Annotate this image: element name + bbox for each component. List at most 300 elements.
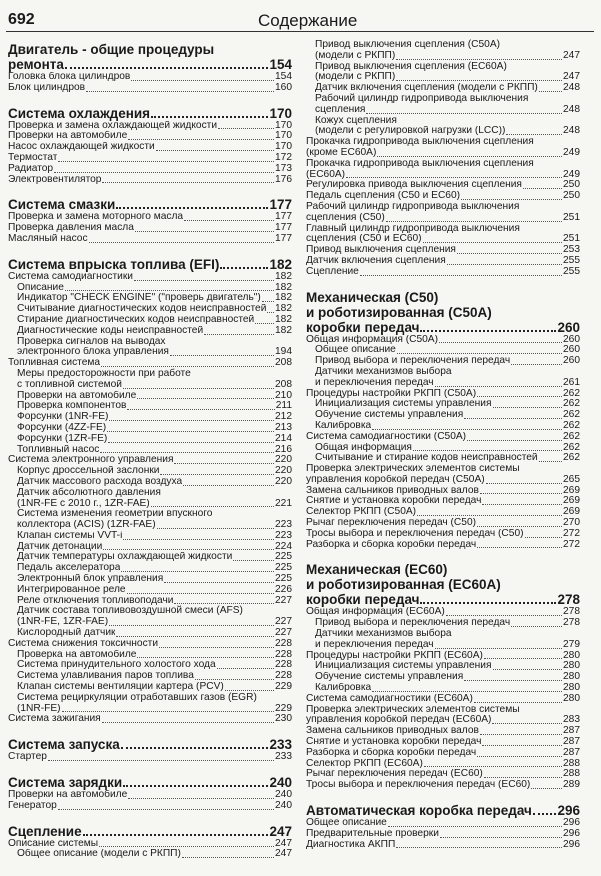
toc-page-number: 247 bbox=[269, 823, 292, 839]
toc-entry bbox=[8, 839, 292, 850]
toc-page-number: 182 bbox=[275, 282, 292, 293]
dot-leader bbox=[233, 560, 274, 561]
toc-page-number: 278 bbox=[557, 592, 580, 608]
dot-leader bbox=[457, 253, 562, 254]
dot-leader bbox=[121, 571, 274, 572]
toc-section-heading bbox=[306, 320, 580, 335]
toc-page-number: 255 bbox=[563, 255, 580, 266]
dot-leader bbox=[511, 364, 562, 365]
dot-leader bbox=[474, 702, 562, 703]
toc-entry bbox=[306, 769, 580, 780]
dot-leader bbox=[511, 626, 562, 627]
toc-entry-line: Датчики механизмов выбора bbox=[315, 628, 452, 640]
toc-page-number: 182 bbox=[275, 314, 292, 325]
toc-entry-line: Система изменения геометрии впускного bbox=[17, 508, 213, 520]
toc-entry-title: Считывание и стирание кодов неисправностей bbox=[315, 453, 538, 464]
toc-page-number: 296 bbox=[563, 839, 580, 850]
toc-page-number: 270 bbox=[563, 518, 580, 529]
toc-entry bbox=[8, 153, 292, 164]
dot-leader bbox=[386, 221, 562, 222]
toc-page-number: 230 bbox=[275, 714, 292, 725]
toc-entry-title: Регулировка привода выключения сцепления bbox=[306, 180, 522, 191]
toc-entry bbox=[8, 671, 292, 682]
toc-page-number: 260 bbox=[557, 319, 580, 335]
toc-entry bbox=[8, 660, 292, 671]
toc-entry-title: (кроме EC60A) bbox=[306, 147, 377, 158]
toc-entry bbox=[306, 443, 580, 454]
toc-page-number: 223 bbox=[275, 520, 292, 531]
toc-entry-line: Кожух сцепления bbox=[315, 114, 397, 126]
toc-page-number: 213 bbox=[275, 422, 292, 433]
toc-entry bbox=[8, 445, 292, 456]
toc-entry-title: Двигатель - общие процедуры bbox=[8, 42, 215, 57]
dot-leader bbox=[486, 483, 562, 484]
toc-entry-title: Интегрированное реле bbox=[17, 584, 126, 595]
toc-entry-title: Общая информация (EC60A) bbox=[306, 607, 445, 618]
toc-page-number: 280 bbox=[563, 683, 580, 694]
toc-entry-title: Инициализация системы управления bbox=[315, 399, 492, 410]
toc-entry bbox=[8, 552, 292, 563]
toc-entry-title: Проверки на автомобиле bbox=[8, 790, 128, 801]
toc-entry bbox=[306, 170, 580, 181]
toc-page-number: 182 bbox=[275, 304, 292, 315]
dot-leader bbox=[377, 156, 562, 157]
toc-entry-title: Описание bbox=[17, 282, 64, 293]
toc-entry-title: Селектор РКПП (EC60A) bbox=[306, 758, 423, 769]
toc-entry-title: Система улавливания паров топлива bbox=[17, 671, 194, 682]
toc-entry-title: Стирание диагностических кодов неисправностей bbox=[17, 314, 255, 325]
dot-leader bbox=[397, 353, 562, 354]
dot-leader bbox=[123, 388, 274, 389]
toc-entry-title: Проверка давления масла bbox=[8, 223, 134, 234]
toc-entry-title: Считывание диагностических кодов неисправностей bbox=[17, 304, 267, 315]
toc-page-number: 154 bbox=[269, 57, 292, 72]
toc-entry-title: Система охлаждения bbox=[8, 105, 151, 121]
toc-page-number: 224 bbox=[275, 541, 292, 552]
dot-leader bbox=[388, 826, 562, 827]
toc-page-number: 280 bbox=[563, 650, 580, 661]
toc-entry bbox=[306, 518, 580, 529]
toc-entry bbox=[8, 650, 292, 661]
toc-entry bbox=[8, 83, 292, 94]
toc-entry-title: Общее описание bbox=[315, 345, 396, 356]
toc-entry-title: сцепления (C50 и EC60) bbox=[306, 234, 422, 245]
toc-section-heading bbox=[306, 803, 580, 818]
toc-page-number: 212 bbox=[275, 412, 292, 423]
toc-entry-title: Масляный насос bbox=[8, 233, 88, 244]
toc-left-column bbox=[8, 40, 292, 860]
toc-page-number: 227 bbox=[275, 617, 292, 628]
toc-entry-title: Система зажигания bbox=[8, 714, 101, 725]
toc-entry-title: Процедуры настройки РКПП (C50A) bbox=[306, 388, 477, 399]
toc-entry-title: управления коробкой передач (C50A) bbox=[306, 474, 485, 485]
toc-entry bbox=[306, 507, 580, 518]
toc-page-number: 182 bbox=[275, 293, 292, 304]
dot-leader bbox=[170, 355, 274, 356]
toc-page-number: 225 bbox=[275, 552, 292, 563]
dot-leader bbox=[446, 615, 562, 616]
toc-page-number: 214 bbox=[275, 433, 292, 444]
dot-leader bbox=[159, 647, 274, 648]
dot-leader bbox=[435, 386, 562, 387]
toc-entry bbox=[306, 51, 580, 62]
toc-page-number: 269 bbox=[563, 496, 580, 507]
dot-leader bbox=[396, 80, 562, 81]
toc-page-number: 170 bbox=[275, 120, 292, 131]
toc-entry-title: электронного блока управления bbox=[17, 347, 169, 358]
toc-section-heading bbox=[8, 42, 292, 57]
toc-entry bbox=[306, 737, 580, 748]
dot-leader bbox=[128, 139, 274, 140]
toc-entry-title: Форсунки (1ZR-FE) bbox=[17, 433, 108, 444]
toc-entry-title: Индикатор "CHECK ENGINE" ("проверь двигатель") bbox=[17, 293, 261, 304]
toc-entry-title: Система зарядки bbox=[8, 775, 123, 791]
toc-entry bbox=[306, 410, 580, 421]
dot-leader bbox=[174, 603, 274, 604]
toc-entry bbox=[306, 829, 580, 840]
toc-entry-title: Сцепление bbox=[8, 823, 82, 839]
toc-page-number: 288 bbox=[563, 769, 580, 780]
toc-entry-title: Общая информация (C50A) bbox=[306, 334, 438, 345]
toc-page-number: 262 bbox=[563, 420, 580, 431]
toc-entry bbox=[8, 520, 292, 531]
toc-section-heading bbox=[8, 57, 292, 72]
toc-page-number: 220 bbox=[275, 455, 292, 466]
toc-entry bbox=[306, 378, 580, 389]
toc-entry-title: Система самодиагностики (EC60A) bbox=[306, 693, 473, 704]
toc-entry-line: Прокачка гидропривода выключения сцепления bbox=[306, 157, 534, 169]
toc-entry bbox=[306, 475, 580, 486]
dot-leader bbox=[134, 280, 274, 281]
toc-entry-title: Механическая (C50) bbox=[306, 289, 439, 305]
toc-section-heading bbox=[8, 106, 292, 121]
toc-entry-line: Прокачка гидропривода выключения сцепления bbox=[306, 136, 534, 148]
dot-leader bbox=[116, 636, 274, 637]
toc-entry-title: Система самодиагностики bbox=[8, 271, 133, 282]
toc-entry bbox=[306, 267, 580, 278]
dot-leader bbox=[204, 334, 274, 335]
toc-entry bbox=[8, 380, 292, 391]
toc-page-number: 251 bbox=[563, 212, 580, 223]
dot-leader bbox=[128, 798, 274, 799]
toc-entry-title: Механическая (EC60) bbox=[306, 562, 448, 578]
toc-entry-title: Топливная система bbox=[8, 358, 101, 369]
toc-entry-title: сцепления (C50) bbox=[306, 212, 385, 223]
toc-entry-title: коробки передач bbox=[306, 319, 420, 335]
toc-page-number: 262 bbox=[563, 453, 580, 464]
toc-entry-title: Радиатор bbox=[8, 163, 54, 174]
toc-page-number: 228 bbox=[275, 660, 292, 671]
toc-page-number: 287 bbox=[563, 747, 580, 758]
toc-section-heading bbox=[8, 197, 292, 212]
toc-entry-title: Система электронного управления bbox=[8, 455, 174, 466]
toc-entry-title: Рычаг переключения передач (C50) bbox=[306, 518, 477, 529]
toc-entry-title: (модели с РКПП) bbox=[315, 50, 396, 61]
dot-leader bbox=[506, 134, 562, 135]
toc-entry bbox=[306, 213, 580, 224]
dot-leader bbox=[58, 809, 274, 810]
dot-leader bbox=[423, 242, 562, 243]
dot-leader bbox=[116, 207, 268, 209]
toc-page-number: 253 bbox=[563, 245, 580, 256]
toc-page-number: 251 bbox=[563, 234, 580, 245]
dot-leader bbox=[220, 267, 268, 269]
toc-page-number: 240 bbox=[275, 790, 292, 801]
toc-entry bbox=[306, 640, 580, 651]
toc-entry bbox=[8, 142, 292, 153]
dot-leader bbox=[48, 760, 274, 761]
toc-entry bbox=[8, 412, 292, 423]
toc-page-number: 247 bbox=[563, 50, 580, 61]
toc-entry bbox=[8, 849, 292, 860]
dot-leader bbox=[420, 330, 556, 332]
toc-page-number: 233 bbox=[275, 752, 292, 763]
toc-entry bbox=[8, 455, 292, 466]
toc-entry-title: Автоматическая коробка передач bbox=[306, 803, 532, 819]
toc-entry bbox=[306, 399, 580, 410]
dot-leader bbox=[464, 680, 562, 681]
toc-page-number: 240 bbox=[269, 775, 292, 791]
toc-page-number: 269 bbox=[563, 507, 580, 518]
dot-leader bbox=[123, 785, 268, 787]
toc-entry bbox=[306, 651, 580, 662]
toc-entry bbox=[306, 496, 580, 507]
toc-page-number: 261 bbox=[563, 377, 580, 388]
toc-entry bbox=[8, 563, 292, 574]
toc-page-number: 170 bbox=[275, 142, 292, 153]
toc-page-number: 247 bbox=[275, 849, 292, 860]
toc-entry-title: Топливный насос bbox=[17, 444, 100, 455]
dot-leader bbox=[164, 582, 274, 583]
dot-leader bbox=[477, 396, 562, 397]
toc-entry-line: Датчик абсолютного давления bbox=[17, 486, 161, 498]
dot-leader bbox=[225, 690, 274, 691]
toc-page-number: 182 bbox=[275, 325, 292, 336]
toc-page-number: 177 bbox=[275, 233, 292, 244]
toc-page-number: 283 bbox=[563, 715, 580, 726]
toc-entry-title: Предварительные проверки bbox=[306, 828, 439, 839]
toc-page-number: 220 bbox=[275, 466, 292, 477]
toc-entry bbox=[8, 223, 292, 234]
toc-entry bbox=[8, 801, 292, 812]
toc-entry-title: Диагностические коды неисправностей bbox=[17, 325, 204, 336]
toc-entry-title: управления коробкой передач (EC60A) bbox=[306, 715, 492, 726]
toc-entry bbox=[306, 234, 580, 245]
toc-entry-title: Замена сальников приводных валов bbox=[306, 485, 479, 496]
toc-page-number: 260 bbox=[563, 334, 580, 345]
toc-entry-line: Проверка электрических элементов системы bbox=[306, 463, 520, 475]
dot-leader bbox=[131, 80, 274, 81]
dot-leader bbox=[493, 407, 563, 408]
toc-entry bbox=[306, 683, 580, 694]
toc-entry bbox=[306, 345, 580, 356]
toc-page-number: 272 bbox=[563, 539, 580, 550]
toc-entry-title: Головка блока цилиндров bbox=[8, 72, 131, 82]
dot-leader bbox=[135, 231, 274, 232]
toc-page-number: 262 bbox=[563, 399, 580, 410]
toc-entry-line: Главный цилиндр гидропривода выключения bbox=[306, 222, 520, 234]
toc-entry-title: Проверка и замена охлаждающей жидкости bbox=[8, 120, 218, 131]
toc-entry-title: Система снижения токсичности bbox=[8, 638, 159, 649]
toc-page-number: 296 bbox=[563, 818, 580, 829]
toc-page-number: 208 bbox=[275, 358, 292, 369]
toc-entry bbox=[306, 72, 580, 83]
toc-page-number: 211 bbox=[275, 401, 292, 412]
toc-entry bbox=[306, 780, 580, 791]
toc-entry-line: Рабочий цилиндр гидропривода выключения bbox=[315, 92, 529, 104]
dot-leader bbox=[482, 504, 562, 505]
toc-entry-title: Педаль акселератора bbox=[17, 563, 121, 574]
dot-leader bbox=[484, 658, 562, 659]
toc-right-column bbox=[306, 40, 580, 850]
dot-leader bbox=[413, 450, 562, 451]
toc-page-number: 279 bbox=[563, 639, 580, 650]
toc-entry-title: Датчик температуры охлаждающей жидкости bbox=[17, 552, 233, 563]
toc-entry-title: Снятие и установка коробки передач bbox=[306, 496, 482, 507]
dot-leader bbox=[417, 515, 562, 516]
dot-leader bbox=[108, 442, 274, 443]
toc-section-heading bbox=[306, 305, 580, 320]
toc-page-number: 249 bbox=[563, 169, 580, 180]
toc-entry-title: Форсунки (1NR-FE) bbox=[17, 412, 109, 423]
dot-leader bbox=[539, 461, 562, 462]
dot-leader bbox=[183, 485, 274, 486]
toc-page-number: 229 bbox=[275, 703, 292, 714]
toc-entry bbox=[8, 423, 292, 434]
dot-leader bbox=[102, 722, 274, 723]
dot-leader bbox=[440, 837, 562, 838]
toc-page-number: 227 bbox=[275, 595, 292, 606]
toc-entry-title: Проверка на автомобиле bbox=[17, 649, 137, 660]
toc-entry bbox=[306, 335, 580, 346]
toc-entry-title: Рычаг переключения передач (EC60) bbox=[306, 769, 483, 780]
toc-entry bbox=[306, 715, 580, 726]
dot-leader bbox=[182, 857, 274, 858]
toc-page-number: 173 bbox=[275, 163, 292, 174]
toc-entry bbox=[306, 840, 580, 851]
dot-leader bbox=[218, 128, 274, 129]
toc-entry-title: Диагностика АКПП bbox=[306, 839, 396, 850]
toc-entry-title: Датчик включения сцепления bbox=[306, 255, 446, 266]
toc-page-number: 269 bbox=[563, 485, 580, 496]
toc-entry bbox=[306, 661, 580, 672]
dot-leader bbox=[435, 648, 562, 649]
toc-page-number: 170 bbox=[269, 105, 292, 121]
toc-page-number: 226 bbox=[275, 584, 292, 595]
toc-entry-title: и переключения передач bbox=[315, 639, 434, 650]
toc-entry bbox=[8, 175, 292, 186]
toc-entry-title: Описание системы bbox=[8, 838, 99, 849]
dot-leader bbox=[174, 463, 274, 464]
toc-entry-title: Система запуска bbox=[8, 737, 120, 753]
toc-page-number: 289 bbox=[563, 780, 580, 791]
toc-entry bbox=[306, 105, 580, 116]
toc-entry-title: Инициализация системы управления bbox=[315, 661, 492, 672]
toc-entry bbox=[8, 585, 292, 596]
toc-page-number: 278 bbox=[563, 618, 580, 629]
toc-entry bbox=[8, 391, 292, 402]
toc-entry bbox=[8, 574, 292, 585]
dot-leader bbox=[533, 813, 557, 815]
dot-leader bbox=[103, 549, 274, 550]
dot-leader bbox=[447, 264, 562, 265]
toc-page-number: 220 bbox=[275, 476, 292, 487]
dot-leader bbox=[101, 366, 274, 367]
toc-page-number: 262 bbox=[563, 442, 580, 453]
toc-page-number: 287 bbox=[563, 726, 580, 737]
toc-page-number: 296 bbox=[557, 803, 580, 819]
dot-leader bbox=[461, 199, 562, 200]
toc-page-number: 221 bbox=[275, 498, 292, 509]
toc-page-number: 247 bbox=[275, 838, 292, 849]
dot-leader bbox=[267, 312, 274, 313]
dot-leader bbox=[477, 526, 562, 527]
page-title: Содержание bbox=[258, 11, 358, 30]
toc-entry bbox=[8, 617, 292, 628]
toc-entry-title: Привод выбора и переключения передач bbox=[315, 618, 511, 629]
dot-leader bbox=[102, 182, 274, 183]
toc-page-number: 280 bbox=[563, 672, 580, 683]
toc-entry-title: Кислородный датчик bbox=[17, 628, 116, 639]
dot-leader bbox=[477, 756, 562, 757]
dot-leader bbox=[217, 668, 274, 669]
toc-entry bbox=[8, 293, 292, 304]
dot-leader bbox=[83, 834, 269, 836]
toc-entry-title: Клапан системы вентиляции картера (PCV) bbox=[17, 682, 224, 693]
dot-leader bbox=[100, 452, 274, 453]
toc-page-number: 240 bbox=[275, 800, 292, 811]
toc-entry bbox=[8, 304, 292, 315]
toc-entry-title: Привод выключения сцепления bbox=[306, 245, 456, 256]
toc-entry bbox=[8, 639, 292, 650]
toc-entry-title: Электровентилятор bbox=[8, 174, 102, 185]
toc-entry-title: Обучение системы управления bbox=[315, 410, 464, 421]
toc-page-number: 228 bbox=[275, 671, 292, 682]
toc-page-number: 177 bbox=[269, 197, 292, 213]
toc-entry-title: Проверка компонентов bbox=[17, 401, 127, 412]
dot-leader bbox=[523, 188, 562, 189]
toc-entry bbox=[8, 466, 292, 477]
toc-page-number: 176 bbox=[275, 174, 292, 185]
toc-entry-title: ремонта bbox=[8, 57, 64, 72]
toc-page-number: 260 bbox=[563, 356, 580, 367]
dot-leader bbox=[151, 116, 268, 118]
toc-entry-title: Клапан системы VVT-i bbox=[17, 530, 123, 541]
toc-entry-line: Проверка электрических элементов системы bbox=[306, 703, 520, 715]
toc-page-number: 265 bbox=[563, 474, 580, 485]
dot-leader bbox=[62, 711, 274, 712]
dot-leader bbox=[107, 431, 274, 432]
toc-entry-title: Общее описание (модели с РКПП) bbox=[17, 849, 181, 860]
dot-leader bbox=[346, 177, 562, 178]
dot-leader bbox=[156, 150, 274, 151]
toc-entry bbox=[306, 529, 580, 540]
toc-page-number: 262 bbox=[563, 410, 580, 421]
toc-page-number: 194 bbox=[275, 347, 292, 358]
toc-entry-title: Система смазки bbox=[8, 197, 116, 213]
toc-entry-line: Меры предосторожности при работе bbox=[17, 367, 191, 379]
toc-entry-title: Форсунки (4ZZ-FE) bbox=[17, 422, 107, 433]
toc-page-number: 248 bbox=[563, 126, 580, 137]
toc-page-number: 223 bbox=[275, 530, 292, 541]
toc-page-number: 280 bbox=[563, 693, 580, 704]
dot-leader bbox=[184, 220, 274, 221]
toc-page-number: 296 bbox=[563, 828, 580, 839]
dot-leader bbox=[157, 528, 274, 529]
toc-page-number: 170 bbox=[275, 131, 292, 142]
toc-entry-title: Разборка и сборка коробки передач bbox=[306, 747, 477, 758]
toc-entry bbox=[8, 542, 292, 553]
